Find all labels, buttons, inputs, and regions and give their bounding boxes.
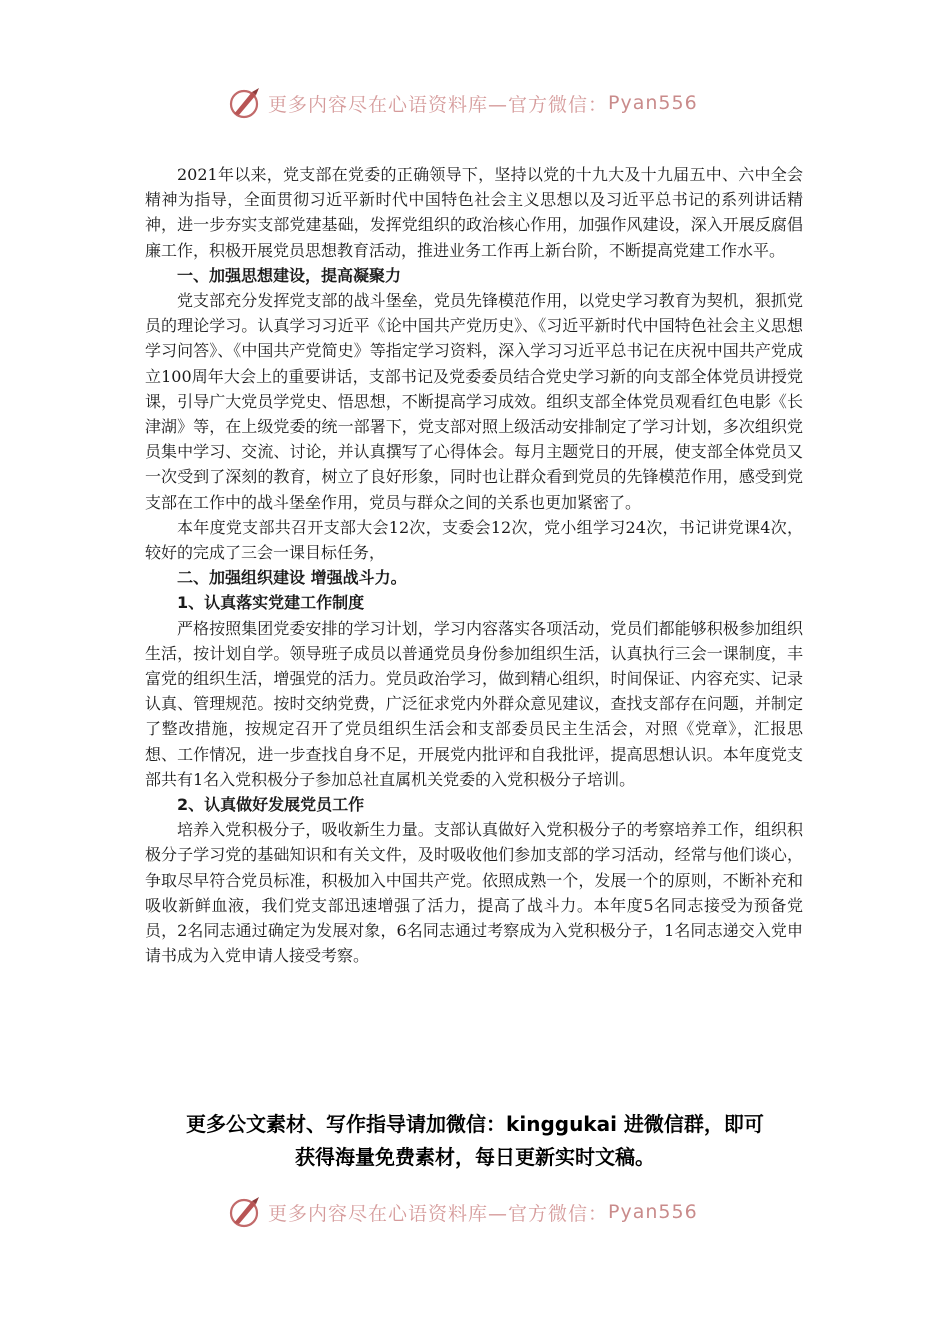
banner-wechat-id: Pyan556 [608,92,698,114]
subsection-heading-1: 1、认真落实党建工作制度 [177,593,365,613]
promo-notice [120,1108,830,1174]
section-heading-2: 二、加强组织建设 增强战斗力。 [177,568,407,588]
paragraph-body: 党支部充分发挥党支部的战斗堡垒，党员先锋模范作用，以党史学习教育为契机，狠抓党员的理论学习。认真学习习近平《论中国共产党历史》、《习近平新时代中国特色社会主义思想学习问答》、《中国共产党简史》等指定学习资料，深入学习习近平总书记在庆祝中国共产党成立100周年大会上的重要讲话，支部书记及党委委员结合党史学习新的向支部全体党员讲授党课，引导广大党员学党史、悟思想，不断提高学习成效。组织支部全体党员观看红色电影《长津湖》等，在上级党委的统一部署下，党支部对照上级活动安排制定了学习计划，多次组织党员集中学习、交流、讨论，并认真撰写了心得体会。每月主题党日的开展，使支部全体党员又一次受到了深刻的教育，树立了良好形象，同时也让群众看到党员的先锋模范作用，感受到党支部在工作中的战斗堡垒作用，党员与群众之间的关系也更加紧密了。 [145,291,803,512]
quill-pen-icon [228,86,262,120]
paragraph-body: 本年度党支部共召开支部大会12次，支委会12次，党小组学习24次，书记讲党课4次，较好的完成了三会一课目标任务， [145,517,803,563]
paragraph-intro: 2021年以来，党支部在党委的正确领导下，坚持以党的十九大及十九届五中、六中全会精神为指导，全面贯彻习近平新时代中国特色社会主义思想以及习近平总书记的系列讲话精神，进一步夯实支部党建基础，发挥党组织的政治核心作用，加强作风建设，深入开展反腐倡廉工作，积极开展党员思想教育活动，推进业务工作再上新台阶，不断提高党建工作水平。 [145,165,803,260]
banner-text: 更多内容尽在心语资料库—官方微信： [268,93,609,116]
promo-line-1: 更多公文素材、写作指导请加微信：kinggukai 进微信群，即可 [186,1112,764,1136]
paragraph-body: 培养入党积极分子，吸收新生力量。支部认真做好入党积极分子的考察培养工作，组织积极分子学习党的基础知识和有关文件，及时吸收他们参加支部的学习活动，经常与他们谈心，争取尽早符合党员标准，积极加入中国共产党。依照成熟一个，发展一个的原则，不断补充和吸收新鲜血液，我们党支部迅速增强了活力，提高了战斗力。本年度5名同志接受为预备党员，2名同志通过确定为发展对象，6名同志通过考察成为入党积极分子，1名同志递交入党申请书成为入党申请人接受考察。 [145,820,803,966]
banner-text: 更多内容尽在心语资料库—官方微信： [268,1202,609,1225]
section-heading-1: 一、加强思想建设，提高凝聚力 [177,265,402,285]
promo-line-2: 获得海量免费素材，每日更新实时文稿。 [295,1145,655,1169]
paragraph-body: 严格按照集团党委安排的学习计划，学习内容落实各项活动，党员们都能够积极参加组织生活，按计划自学。领导班子成员以普通党员身份参加组织生活，认真执行三会一课制度，丰富党的组织生活，增强党的活力。党员政治学习，做到精心组织，时间保证、内容充实、记录认真、管理规范。按时交纳党费，广泛征求党内外群众意见建议，查找支部存在问题，并制定了整改措施，按规定召开了党员组织生活会和支部委员民主生活会，对照《党章》，汇报思想、工作情况，进一步查找自身不足，开展党内批评和自我批评，提高思想认识。本年度党支部共有1名入党积极分子参加总社直属机关党委的入党积极分子培训。 [145,618,803,789]
header-banner [228,86,748,120]
document-body [145,162,803,969]
quill-pen-icon [228,1195,262,1229]
footer-banner [228,1195,748,1229]
subsection-heading-2: 2、认真做好发展党员工作 [177,795,365,815]
banner-wechat-id: Pyan556 [608,1201,698,1223]
